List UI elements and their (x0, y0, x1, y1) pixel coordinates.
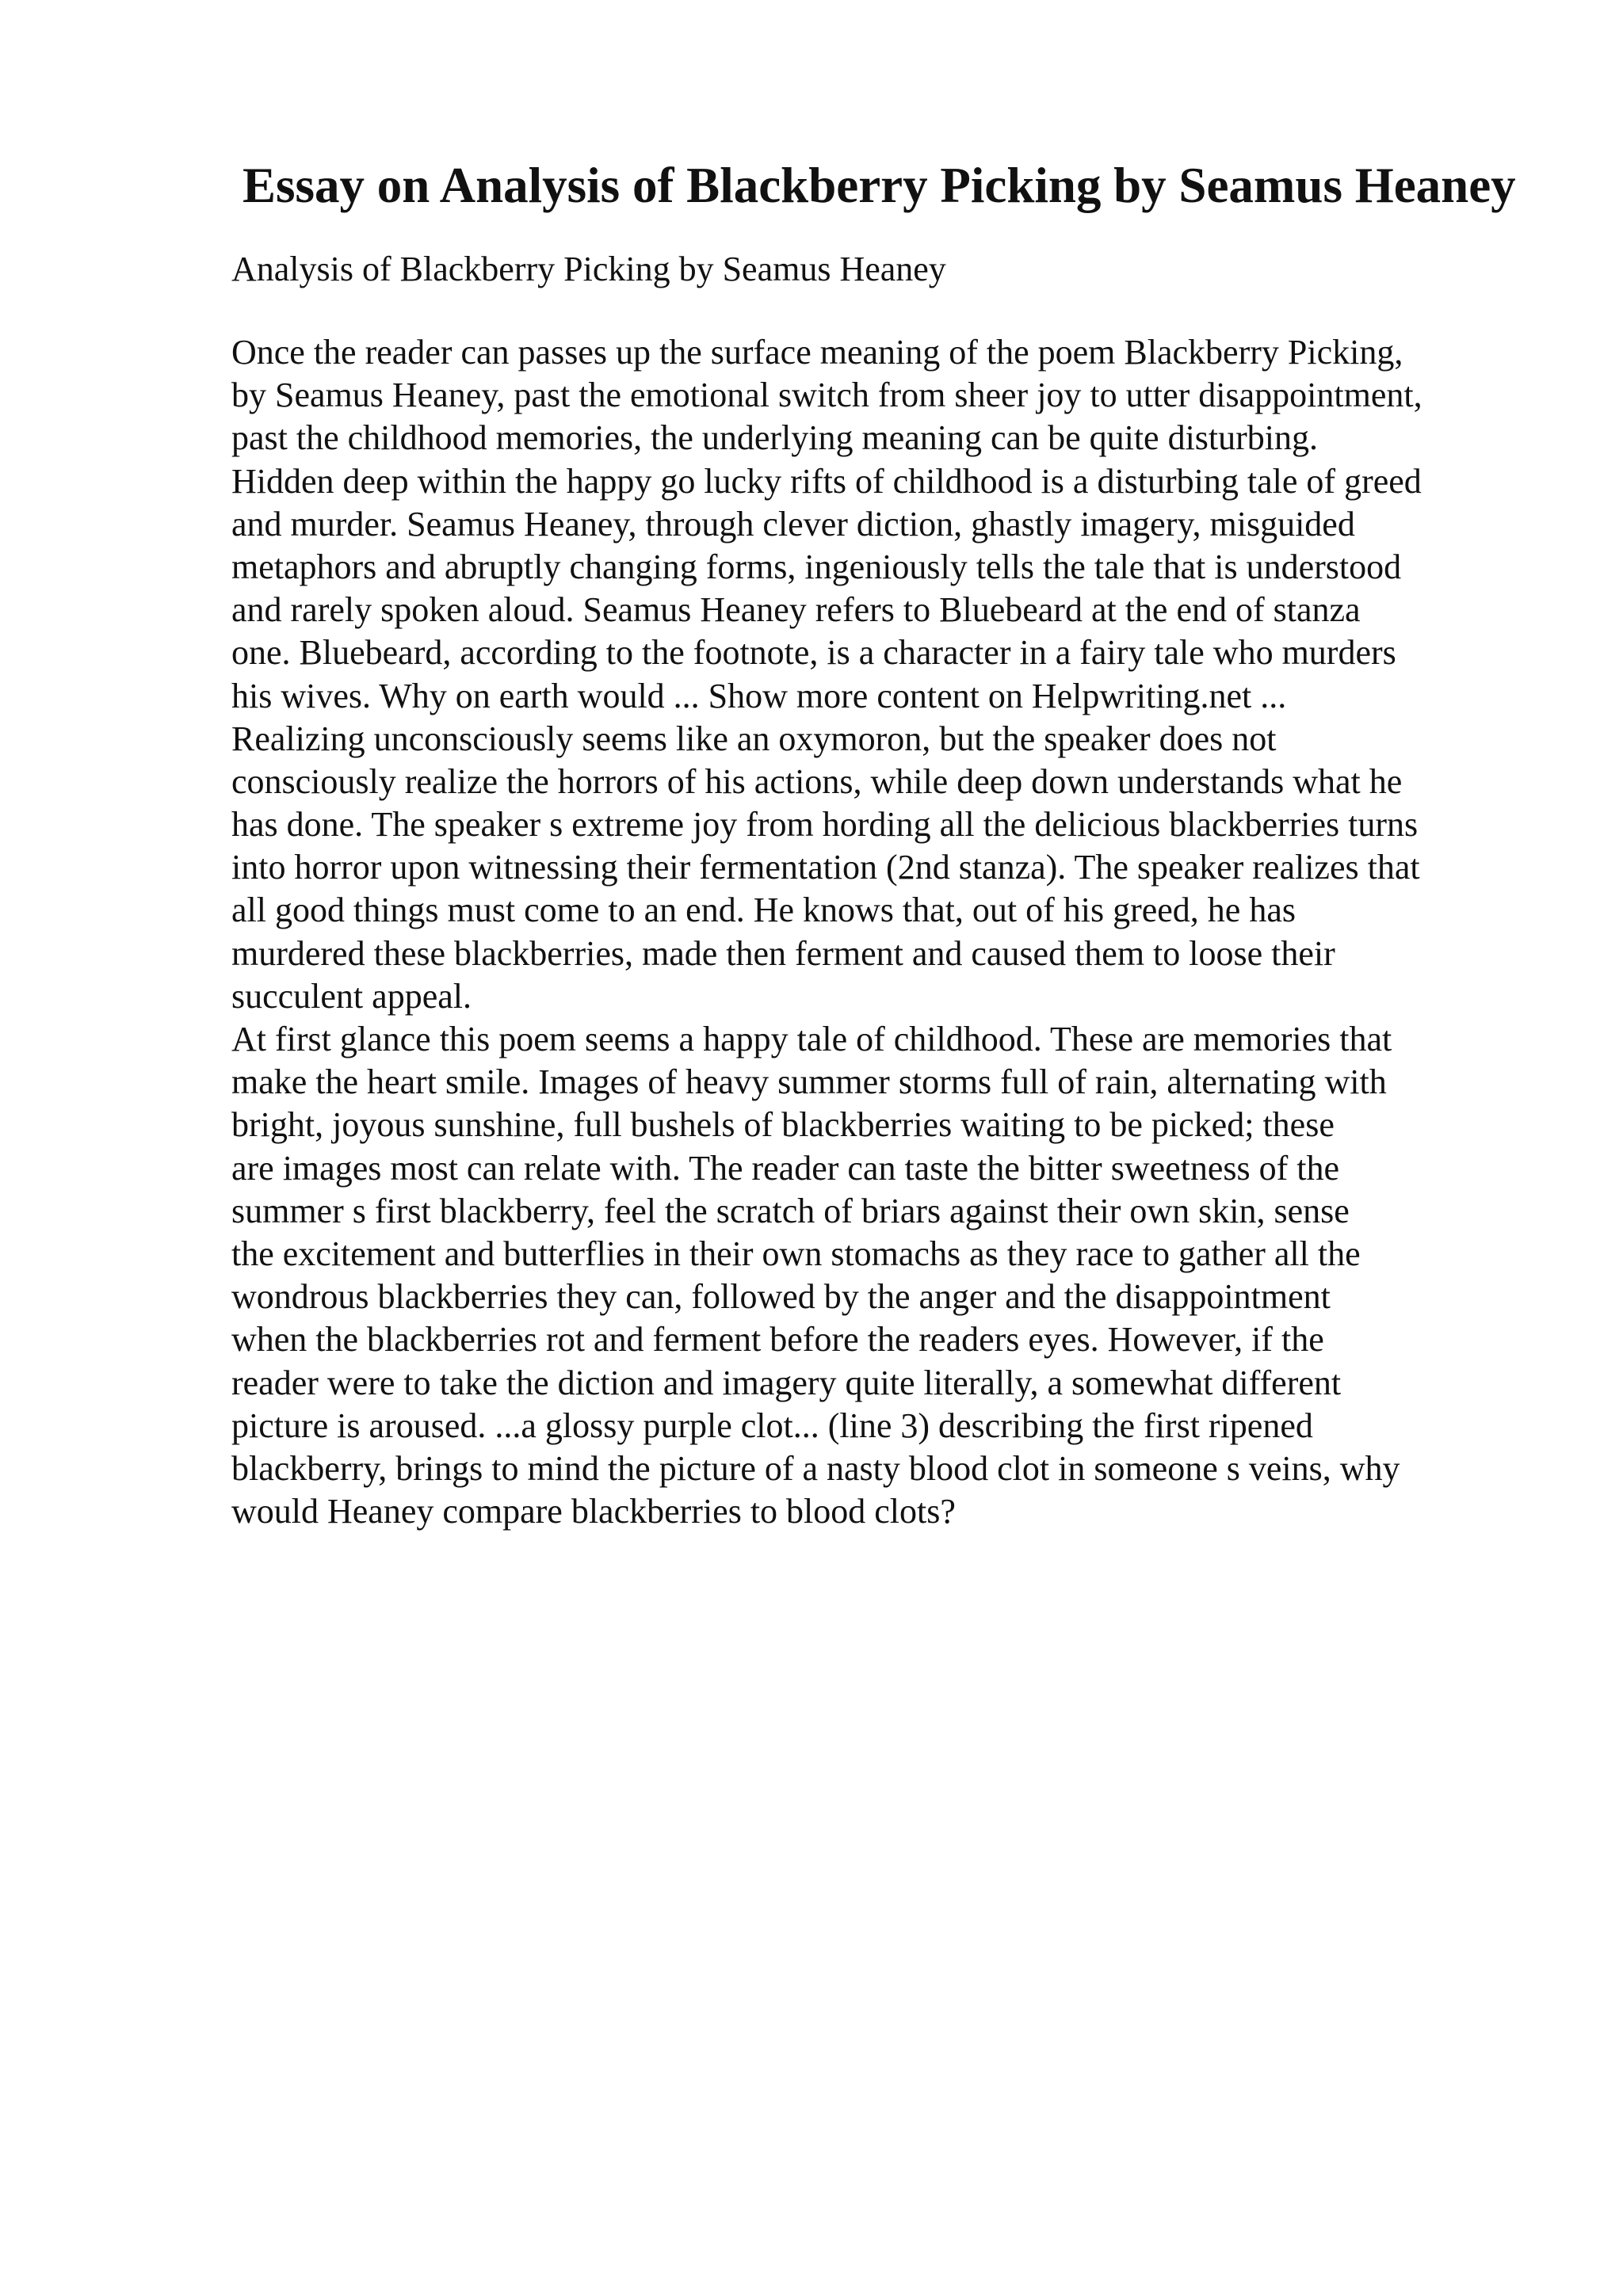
body-line: Hidden deep within the happy go lucky rifts of childhood is a disturbing tale of greed (231, 461, 1422, 501)
body-line: picture is aroused. ...a glossy purple clot... (line 3) describing the first ripened (231, 1405, 1313, 1445)
body-line: Once the reader can passes up the surface meaning of the poem Blackberry Picking, (231, 333, 1403, 372)
body-line: wondrous blackberries they can, followed by the anger and the disappointment (231, 1277, 1331, 1317)
body-line: has done. The speaker s extreme joy from hording all the delicious blackberries turns (231, 805, 1419, 845)
body-line: by Seamus Heaney, past the emotional switch from sheer joy to utter disappointment, (231, 376, 1423, 415)
document-subtitle: Analysis of Blackberry Picking by Seamus Heaney (231, 250, 946, 288)
body-line: would Heaney compare blackberries to blood clots? (231, 1492, 956, 1531)
body-line: summer s first blackberry, feel the scratch of briars against their own skin, sense (231, 1191, 1350, 1230)
document-body (231, 331, 1594, 1533)
body-line: one. Bluebeard, according to the footnote, is a character in a fairy tale who murders (231, 633, 1396, 673)
body-line: Realizing unconsciously seems like an oxymoron, but the speaker does not (231, 719, 1277, 758)
body-line: his wives. Why on earth would ... Show more content on Helpwriting.net ... (231, 676, 1287, 715)
body-line: metaphors and abruptly changing forms, ingeniously tells the tale that is understood (231, 547, 1402, 586)
body-line: succulent appeal. (231, 976, 472, 1016)
body-line: reader were to take the diction and imagery quite literally, a somewhat different (231, 1363, 1342, 1402)
body-line: into horror upon witnessing their fermentation (2nd stanza). The speaker realizes that (231, 848, 1420, 887)
body-line: are images most can relate with. The reader can taste the bitter sweetness of the (231, 1148, 1340, 1188)
body-line: bright, joyous sunshine, full bushels of blackberries waiting to be picked; these (231, 1105, 1335, 1145)
body-line: murdered these blackberries, made then ferment and caused them to loose their (231, 933, 1335, 973)
body-line: past the childhood memories, the underlying meaning can be quite disturbing. (231, 418, 1319, 458)
body-line: when the blackberries rot and ferment before the readers eyes. However, if the (231, 1320, 1324, 1360)
body-line: make the heart smile. Images of heavy summer storms full of rain, alternating with (231, 1062, 1387, 1102)
body-line: and murder. Seamus Heaney, through clever diction, ghastly imagery, misguided (231, 504, 1355, 543)
body-line: consciously realize the horrors of his actions, while deep down understands what he (231, 761, 1403, 801)
body-line: and rarely spoken aloud. Seamus Heaney refers to Bluebeard at the end of stanza (231, 590, 1361, 630)
body-line: blackberry, brings to mind the picture of a nasty blood clot in someone s veins, why (231, 1448, 1400, 1488)
body-line: At first glance this poem seems a happy tale of childhood. These are memories that (231, 1020, 1392, 1058)
body-line: the excitement and butterflies in their own stomachs as they race to gather all the (231, 1234, 1361, 1273)
document-title: Essay on Analysis of Blackberry Picking by Seamus Heaney (242, 158, 1516, 213)
body-line: all good things must come to an end. He knows that, out of his greed, he has (231, 891, 1296, 930)
